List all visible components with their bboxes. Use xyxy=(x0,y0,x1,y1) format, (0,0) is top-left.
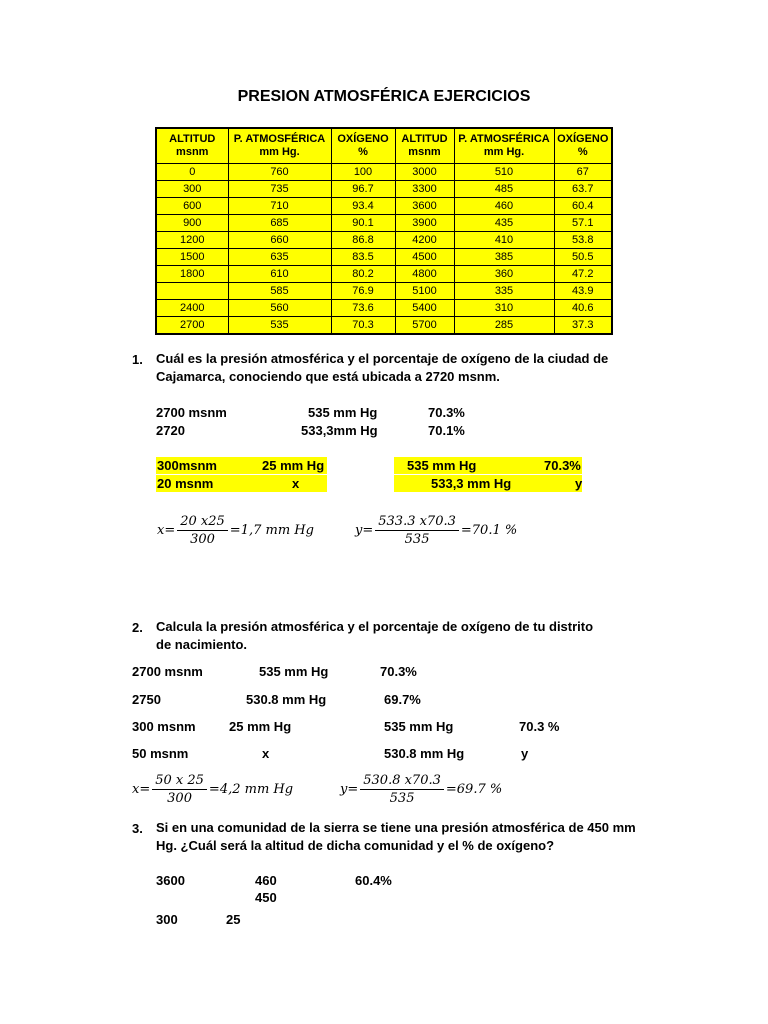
table-cell: 485 xyxy=(454,181,554,198)
table-row xyxy=(156,249,612,266)
q2-r3-pres2: 535 mm Hg xyxy=(384,719,454,734)
table-cell: 4800 xyxy=(395,266,454,283)
q1-r2-oxy: 70.1% xyxy=(428,423,465,438)
q1-formula-x: x= $\frac{20 x25}{300}$ =1,7 mm Hg xyxy=(157,514,314,547)
q2-number: 2. xyxy=(132,620,143,635)
table-cell: 335 xyxy=(454,283,554,300)
table-cell: 285 xyxy=(454,317,554,335)
table-cell: 37.3 xyxy=(554,317,612,335)
table-cell: 1800 xyxy=(156,266,228,283)
q3-r3-pres: 25 xyxy=(226,912,241,927)
table-cell: 435 xyxy=(454,215,554,232)
table-cell: 710 xyxy=(228,198,331,215)
table-cell: 310 xyxy=(454,300,554,317)
q3-text: Si en una comunidad de la sierra se tiene una presión atmosférica de 450 mm Hg. ¿Cuál será la altitud de dicha comunidad y el % de oxígeno? xyxy=(156,820,636,853)
table-cell: 735 xyxy=(228,181,331,198)
q1-r2-alt: 2720 xyxy=(156,423,185,438)
table-cell: 50.5 xyxy=(554,249,612,266)
table-row xyxy=(156,164,612,181)
q1-h1-pres: 25 mm Hg xyxy=(262,458,325,473)
q2-formula-y: y= $\frac{530.8 x70.3}{535}$ =69.7 % xyxy=(340,773,503,806)
table-cell: 900 xyxy=(156,215,228,232)
q2-r2-pres: 530.8 mm Hg xyxy=(246,692,327,707)
table-cell: 90.1 xyxy=(331,215,395,232)
header-cell: ALTITUD msnm xyxy=(395,128,454,164)
table-row xyxy=(156,198,612,215)
table-row xyxy=(156,181,612,198)
table-cell: 510 xyxy=(454,164,554,181)
q1-r1-alt: 2700 msnm xyxy=(156,405,227,420)
table-cell: 1500 xyxy=(156,249,228,266)
table-header-row xyxy=(156,128,612,164)
q2-r4-x: x xyxy=(262,746,270,761)
table-cell: 100 xyxy=(331,164,395,181)
q2-r4-alt: 50 msnm xyxy=(132,746,189,761)
table-row xyxy=(156,317,612,335)
altitude-table xyxy=(155,127,613,335)
q3-r1-alt: 3600 xyxy=(156,873,185,888)
q1-text: Cuál es la presión atmosférica y el porcentaje de oxígeno de la ciudad de Cajamarca, conociendo que está ubicada a 2720 msnm. xyxy=(156,351,609,384)
page-title: PRESION ATMOSFÉRICA EJERCICIOS xyxy=(237,88,531,105)
table-cell: 86.8 xyxy=(331,232,395,249)
table-cell: 70.3 xyxy=(331,317,395,335)
q1-formula-y: y= $\frac{533.3 x70.3}{535}$ =70.1 % xyxy=(355,514,518,547)
table-cell: 3900 xyxy=(395,215,454,232)
q2-r3-oxy: 70.3 % xyxy=(519,719,560,734)
header-cell: OXÍGENO % xyxy=(331,128,395,164)
table-cell: 76.9 xyxy=(331,283,395,300)
table-cell: 67 xyxy=(554,164,612,181)
q1-number: 1. xyxy=(132,352,143,367)
q1-h1-oxy: 70.3% xyxy=(544,458,581,473)
table-cell: 660 xyxy=(228,232,331,249)
table-cell: 300 xyxy=(156,181,228,198)
q2-r4-y: y xyxy=(521,746,529,761)
table-cell: 610 xyxy=(228,266,331,283)
table-cell: 0 xyxy=(156,164,228,181)
header-cell: OXÍGENO % xyxy=(554,128,612,164)
table-cell: 760 xyxy=(228,164,331,181)
table-cell: 63.7 xyxy=(554,181,612,198)
table-cell: 93.4 xyxy=(331,198,395,215)
q3-r2-pres: 450 xyxy=(255,890,277,905)
q2-formula-x: x= $\frac{50 x 25}{300}$ =4,2 mm Hg xyxy=(132,773,294,806)
q1-h2-alt: 20 msnm xyxy=(157,476,214,491)
table-cell: 2400 xyxy=(156,300,228,317)
header-cell: P. ATMOSFÉRICA mm Hg. xyxy=(228,128,331,164)
table-cell: 47.2 xyxy=(554,266,612,283)
table-cell: 60.4 xyxy=(554,198,612,215)
q2-r3-alt: 300 msnm xyxy=(132,719,196,734)
table-cell: 410 xyxy=(454,232,554,249)
table-cell: 3000 xyxy=(395,164,454,181)
q2-r1-pres: 535 mm Hg xyxy=(259,664,329,679)
table-cell: 4500 xyxy=(395,249,454,266)
table-cell: 635 xyxy=(228,249,331,266)
table-cell: 685 xyxy=(228,215,331,232)
q3-r3-alt: 300 xyxy=(156,912,178,927)
table-row xyxy=(156,300,612,317)
q3-r1-oxy: 60.4% xyxy=(355,873,392,888)
q2-text: Calcula la presión atmosférica y el porcentaje de oxígeno de tu distrito de nacimiento. xyxy=(156,619,594,652)
table-cell: 360 xyxy=(454,266,554,283)
table-row xyxy=(156,232,612,249)
q1-h2-pres2: 533,3 mm Hg xyxy=(431,476,512,491)
header-cell: P. ATMOSFÉRICA mm Hg. xyxy=(454,128,554,164)
q2-r1-oxy: 70.3% xyxy=(380,664,417,679)
q2-r2-oxy: 69.7% xyxy=(384,692,421,707)
table-cell: 5100 xyxy=(395,283,454,300)
table-row xyxy=(156,283,612,300)
table-cell: 460 xyxy=(454,198,554,215)
table-cell: 560 xyxy=(228,300,331,317)
table-cell: 53.8 xyxy=(554,232,612,249)
table-cell: 40.6 xyxy=(554,300,612,317)
table-cell: 3600 xyxy=(395,198,454,215)
q3-number: 3. xyxy=(132,821,143,836)
table-cell: 57.1 xyxy=(554,215,612,232)
table-cell: 1200 xyxy=(156,232,228,249)
q1-h1-pres2: 535 mm Hg xyxy=(407,458,477,473)
table-cell: 2700 xyxy=(156,317,228,335)
table-cell: 43.9 xyxy=(554,283,612,300)
table-row xyxy=(156,215,612,232)
table-cell: 73.6 xyxy=(331,300,395,317)
table-row xyxy=(156,266,612,283)
header-cell: ALTITUD msnm xyxy=(156,128,228,164)
table-cell: 385 xyxy=(454,249,554,266)
table-cell: 96.7 xyxy=(331,181,395,198)
q1-r2-pres: 533,3mm Hg xyxy=(301,423,378,438)
q1-h2-x: x xyxy=(292,476,300,491)
table-cell: 80.2 xyxy=(331,266,395,283)
table-cell: 535 xyxy=(228,317,331,335)
q1-h2-y: y xyxy=(575,476,583,491)
q3-r1-pres: 460 xyxy=(255,873,277,888)
q2-r1-alt: 2700 msnm xyxy=(132,664,203,679)
table-cell: 83.5 xyxy=(331,249,395,266)
table-cell: 585 xyxy=(228,283,331,300)
q1-h1-alt: 300msnm xyxy=(157,458,217,473)
table-cell: 4200 xyxy=(395,232,454,249)
q2-r2-alt: 2750 xyxy=(132,692,161,707)
table-cell: 5400 xyxy=(395,300,454,317)
table-cell: 5700 xyxy=(395,317,454,335)
q1-r1-pres: 535 mm Hg xyxy=(308,405,378,420)
q2-r3-pres: 25 mm Hg xyxy=(229,719,292,734)
q2-r4-pres2: 530.8 mm Hg xyxy=(384,746,465,761)
q1-r1-oxy: 70.3% xyxy=(428,405,465,420)
table-cell: 3300 xyxy=(395,181,454,198)
table-cell xyxy=(156,283,228,300)
table-cell: 600 xyxy=(156,198,228,215)
